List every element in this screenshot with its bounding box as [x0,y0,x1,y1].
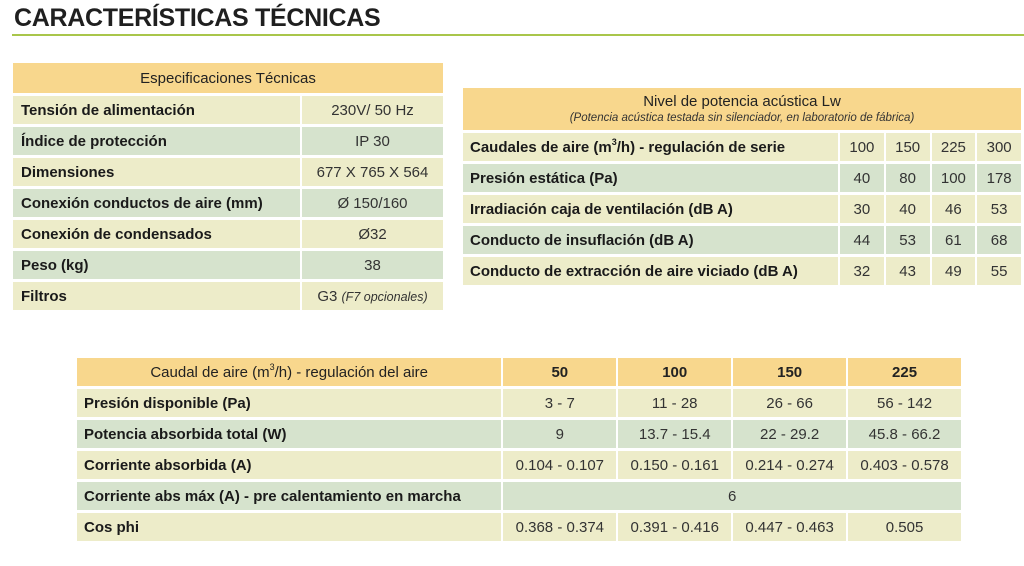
cell-value: 46 [930,195,976,223]
row-label: Tensión de alimentación [21,101,195,119]
cell-value: 0.447 - 0.463 [731,513,846,541]
cell-value: 0.505 [846,513,961,541]
row-label: Potencia absorbida total (W) [84,425,287,443]
row-label: Índice de protección [21,132,167,150]
row-label: Corriente absorbida (A) [84,456,252,474]
table-row [77,482,961,510]
table-row [77,513,961,541]
row-label [463,133,838,161]
filter-value: G3 [317,287,338,305]
label-superscript: 3 [611,136,617,147]
specs-header-row [13,63,443,93]
cell-value: 150 [884,133,930,161]
cell-value: 11 - 28 [616,389,731,417]
column-header: 100 [616,358,731,386]
airflow-header-row [77,358,961,386]
row-label: Irradiación caja de ventilación (dB A) [470,200,733,218]
row-label: Conexión de condensados [21,225,212,243]
label-part: /h) - regulación del aire [274,363,429,381]
merged-cell-value: 6 [501,482,961,510]
cell-value: 300 [975,133,1021,161]
cell-value: 53 [884,226,930,254]
table-row [13,220,443,248]
cell-value: 0.104 - 0.107 [501,451,616,479]
cell-value: 45.8 - 66.2 [846,420,961,448]
row-label: Corriente abs máx (A) - pre calentamiento en marcha [84,487,461,505]
cell-value: 0.403 - 0.578 [846,451,961,479]
table-row [77,420,961,448]
row-value: Ø32 [300,220,443,248]
airflow-table [77,355,961,544]
cell-value: 225 [930,133,976,161]
cell-value: 61 [930,226,976,254]
specs-header: Especificaciones Técnicas [140,69,316,87]
cell-value: 49 [930,257,976,285]
label-part: /h) - regulación de serie [616,138,786,156]
row-value [300,282,443,310]
cell-value: 40 [884,195,930,223]
cell-value: 13.7 - 15.4 [616,420,731,448]
cell-value: 3 - 7 [501,389,616,417]
cell-value: 178 [975,164,1021,192]
cell-value: 44 [838,226,884,254]
row-value: IP 30 [300,127,443,155]
cell-value: 22 - 29.2 [731,420,846,448]
row-label: Presión estática (Pa) [470,169,618,187]
cell-value: 40 [838,164,884,192]
cell-value: 68 [975,226,1021,254]
airflow-header-label [77,358,501,386]
table-row [463,195,1021,223]
cell-value: 80 [884,164,930,192]
row-label: Conducto de insuflación (dB A) [470,231,694,249]
cell-value: 30 [838,195,884,223]
table-row [13,251,443,279]
filter-note: (F7 opcionales) [341,289,428,304]
acoustic-subtitle: (Potencia acústica testada sin silenciador, en laboratorio de fábrica) [569,112,915,124]
row-label: Conexión conductos de aire (mm) [21,194,263,212]
cell-value: 0.368 - 0.374 [501,513,616,541]
acoustic-table [463,85,1021,288]
row-label: Conducto de extracción de aire viciado (dB A) [470,262,798,280]
row-value: 677 X 765 X 564 [300,158,443,186]
table-row [463,133,1021,161]
table-row [13,282,443,310]
table-row [463,226,1021,254]
column-header: 150 [731,358,846,386]
specs-table [13,60,443,313]
table-row [463,257,1021,285]
table-row [13,158,443,186]
column-header: 225 [846,358,961,386]
cell-value: 100 [930,164,976,192]
cell-value: 53 [975,195,1021,223]
row-value: 230V/ 50 Hz [300,96,443,124]
cell-value: 43 [884,257,930,285]
cell-value: 26 - 66 [731,389,846,417]
title-divider [12,34,1024,36]
label-part: Caudal de aire (m [150,363,270,381]
table-row [13,96,443,124]
cell-value: 0.150 - 0.161 [616,451,731,479]
row-label: Dimensiones [21,163,115,181]
cell-value: 0.391 - 0.416 [616,513,731,541]
cell-value: 32 [838,257,884,285]
page-title: CARACTERÍSTICAS TÉCNICAS [14,4,381,32]
cell-value: 56 - 142 [846,389,961,417]
row-label: Cos phi [84,518,139,536]
acoustic-title: Nivel de potencia acústica Lw [643,93,841,110]
cell-value: 0.214 - 0.274 [731,451,846,479]
acoustic-header [463,88,1021,130]
row-label: Filtros [21,287,67,305]
acoustic-header-row [463,88,1021,130]
row-value: 38 [300,251,443,279]
cell-value: 9 [501,420,616,448]
row-label: Peso (kg) [21,256,89,274]
label-part: Caudales de aire (m [470,138,612,156]
label-superscript: 3 [269,361,275,372]
row-value: Ø 150/160 [300,189,443,217]
table-row [77,389,961,417]
table-row [13,127,443,155]
cell-value: 55 [975,257,1021,285]
table-row [77,451,961,479]
table-row [13,189,443,217]
column-header: 50 [501,358,616,386]
row-label: Presión disponible (Pa) [84,394,251,412]
table-row [463,164,1021,192]
cell-value: 100 [838,133,884,161]
